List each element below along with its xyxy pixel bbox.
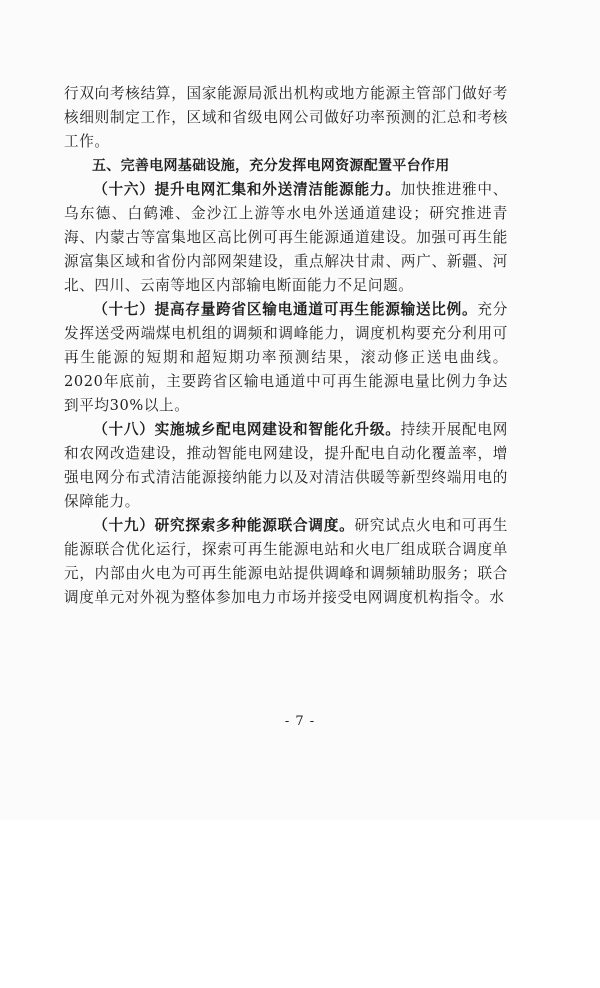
paragraph-text: 加快推进雅中、乌东德、白鹤滩、金沙江上游等水电外送通道建设；研究推进青海、内蒙古等富集地区高比例可再生能源通道建设。加强可再生能源富集区域和省份内部网架建设，重点解决甘肃、两广、新疆、河北、四川、云南等地区内部输电断面能力不足问题。 [64,181,508,294]
paragraph-item-16 [64,178,508,298]
paragraph-item-18 [64,418,508,514]
paragraph-lead: （十九）研究探索多种能源联合调度。 [93,517,355,534]
paragraph-text: 充分发挥送受两端煤电机组的调频和调峰能力，调度机构要充分利用可再生能源的短期和超短期功率预测结果，滚动修正送电曲线。2020年底前，主要跨省区输电通道中可再生能源电量比例力争达到平均30%以上。 [64,301,508,414]
paragraph-text: 研究试点火电和可再生能源联合优化运行，探索可再生能源电站和火电厂组成联合调度单元，内部由火电为可再生能源电站提供调峰和调频辅助服务；联合调度单元对外视为整体参加电力市场并接受电网调度机构指令。水 [64,517,508,606]
paragraph-item-17 [64,298,508,418]
paragraph-item-19 [64,514,508,610]
document-body [64,82,508,610]
paragraph-text: 持续开展配电网和农网改造建设，推动智能电网建设，提升配电自动化覆盖率，增强电网分布式清洁能源接纳能力以及对清洁供暖等新型终端用电的保障能力。 [64,421,508,510]
page-number: - 7 - [284,714,316,729]
continuation-paragraph: 行双向考核结算，国家能源局派出机构或地方能源主管部门做好考核细则制定工作，区域和省级电网公司做好功率预测的汇总和考核工作。 [64,85,508,150]
section-heading: 五、完善电网基础设施，充分发挥电网资源配置平台作用 [92,158,450,174]
paragraph-lead: （十七）提高存量跨省区输电通道可再生能源输送比例。 [93,301,478,318]
paragraph-lead: （十六）提升电网汇集和外送清洁能源能力。 [93,181,401,198]
paragraph-lead: （十八）实施城乡配电网建设和智能化升级。 [93,421,401,438]
